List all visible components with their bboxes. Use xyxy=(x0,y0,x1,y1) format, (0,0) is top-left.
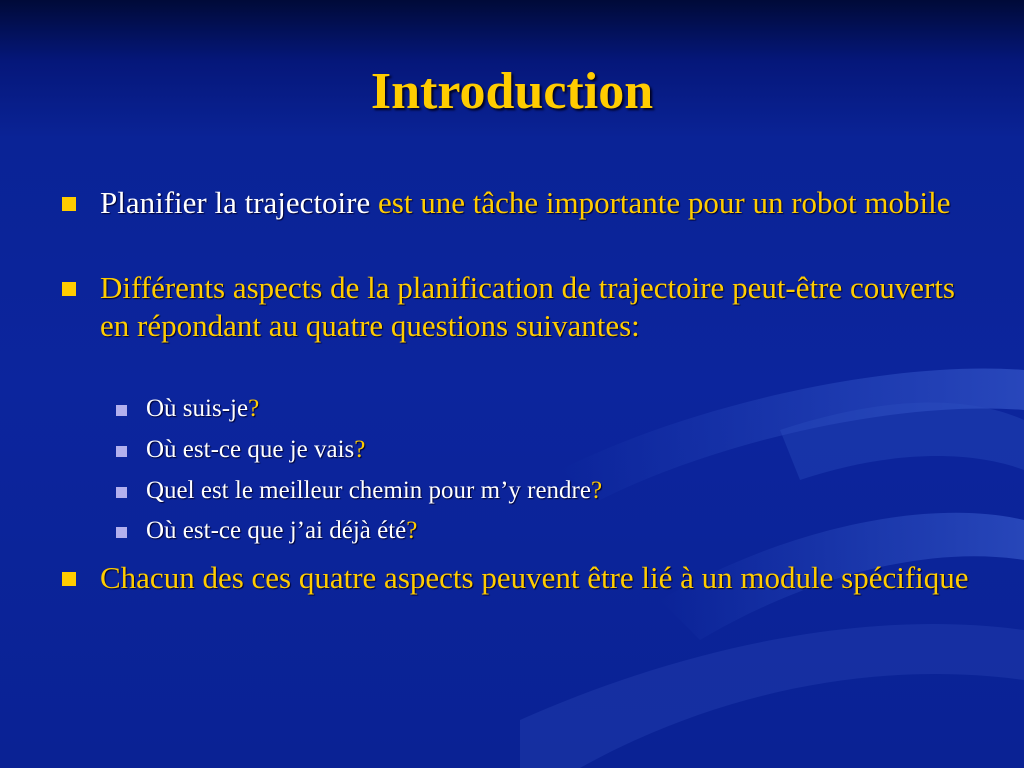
slide-title: Introduction xyxy=(370,63,654,120)
bullet-text-highlight: Planifier la trajectoire xyxy=(100,185,371,220)
bullet-text: Différents aspects de la planification de trajectoire peut-être couverts en répondant au quatre questions suivantes: xyxy=(100,270,955,343)
question-mark: ? xyxy=(590,477,603,504)
square-bullet-icon xyxy=(116,487,127,498)
bullet-item xyxy=(100,559,970,597)
square-bullet-icon xyxy=(62,282,76,296)
question-mark: ? xyxy=(248,395,260,422)
question-mark: ? xyxy=(406,517,418,544)
sub-bullet-text: Où est-ce que j’ai déjà été xyxy=(146,517,407,544)
square-bullet-icon xyxy=(116,527,127,538)
question-mark: ? xyxy=(354,436,366,463)
sub-bullet-text: Quel est le meilleur chemin pour m’y rendre xyxy=(146,477,591,504)
sub-bullet-item xyxy=(146,435,966,465)
sub-bullet-text: Où est-ce que je vais xyxy=(146,436,355,463)
square-bullet-icon xyxy=(62,197,76,211)
sub-bullet-item xyxy=(146,394,966,424)
bullet-text: est une tâche importante pour un robot mobile xyxy=(370,185,951,220)
bullet-item xyxy=(100,184,970,222)
square-bullet-icon xyxy=(116,405,127,416)
bullet-text: Chacun des ces quatre aspects peuvent être lié à un module spécifique xyxy=(100,560,969,595)
bullet-item xyxy=(100,269,970,345)
square-bullet-icon xyxy=(62,572,76,586)
sub-bullet-text: Où suis-je xyxy=(146,395,249,422)
square-bullet-icon xyxy=(116,446,127,457)
sub-bullet-item xyxy=(146,476,966,506)
sub-bullet-item xyxy=(146,516,966,546)
